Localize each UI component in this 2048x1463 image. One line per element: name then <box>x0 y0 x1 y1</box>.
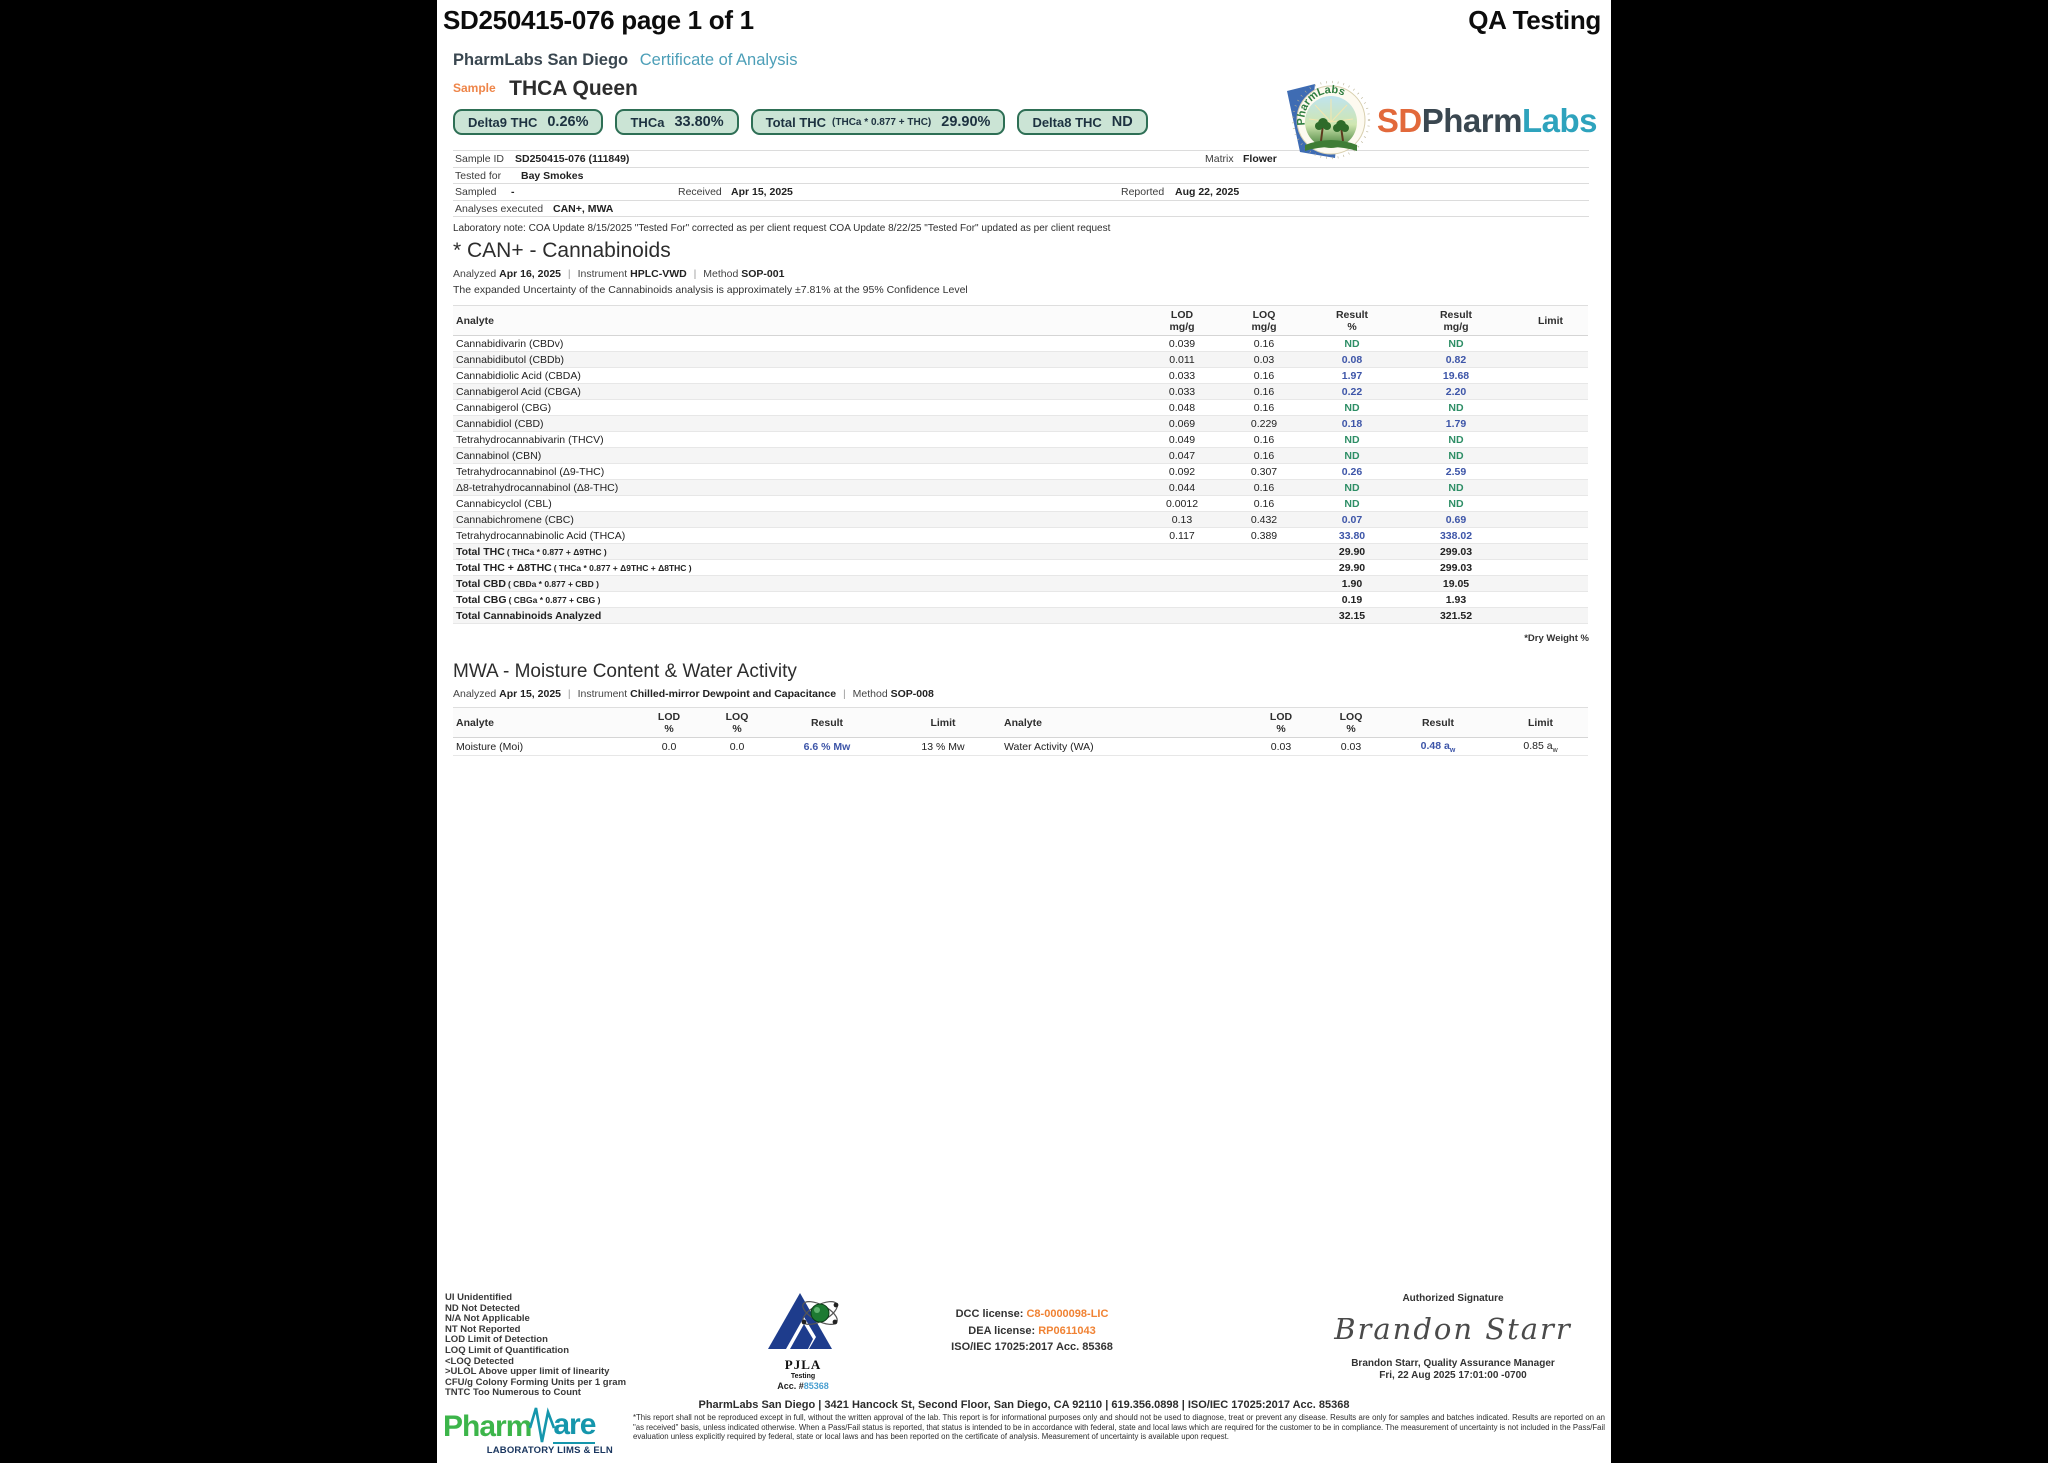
moisture-limit: 13 % Mw <box>921 740 965 753</box>
mwa-table-header <box>453 708 1588 738</box>
cannabinoid-row <box>453 416 1588 432</box>
loq-cell: 0.16 <box>1253 369 1275 382</box>
cannabinoids-table-body <box>453 336 1588 624</box>
col-analyte: Analyte <box>456 717 494 729</box>
iso-accreditation-line: ISO/IEC 17025:2017 Acc. 85368 <box>951 1341 1113 1353</box>
limit-cell <box>1513 512 1588 528</box>
analyzed-label: Analyzed <box>453 688 497 700</box>
limit-cell <box>1513 448 1588 464</box>
result-pct-cell: 29.90 <box>1338 545 1366 558</box>
lod-cell: 0.069 <box>1168 417 1196 430</box>
limit-cell <box>1513 608 1588 624</box>
lod-cell: 0.039 <box>1168 337 1196 350</box>
water-activity-lod: 0.03 <box>1270 740 1292 753</box>
result-pct-cell: ND <box>1344 337 1360 350</box>
cannabinoid-row <box>453 544 1588 560</box>
sample-name: THCA Queen <box>509 77 638 100</box>
limit-cell <box>1513 480 1588 496</box>
instrument-value: HPLC-VWD <box>630 268 687 280</box>
cannabinoids-table-header <box>453 306 1588 336</box>
coa-page <box>437 0 1611 1463</box>
result-pct-cell: 1.97 <box>1341 369 1363 382</box>
pjla-sub: Testing <box>790 1373 816 1380</box>
method-label: Method <box>852 688 888 700</box>
lod-cell: 0.0012 <box>1165 497 1199 510</box>
col-lod: LOD mg/g <box>1169 309 1195 333</box>
mwa-row <box>453 738 1588 756</box>
loq-cell: 0.389 <box>1250 529 1278 542</box>
method-label: Method <box>703 268 739 280</box>
instrument-label: Instrument <box>577 268 628 280</box>
pulse-line-icon <box>529 1404 555 1444</box>
lab-title-line <box>453 51 1589 70</box>
pharmware-tagline: LABORATORY LIMS & ELN <box>486 1445 613 1456</box>
sampled-label: Sampled <box>455 186 497 198</box>
cannabinoid-row <box>453 608 1588 624</box>
analyte-cell: Total Cannabinoids Analyzed <box>456 609 602 622</box>
mwa-table <box>453 707 1588 756</box>
info-row-dates <box>453 184 1589 201</box>
lod-cell <box>1141 608 1223 624</box>
cannabinoid-row <box>453 464 1588 480</box>
dea-license-number: RP0611043 <box>1038 1324 1096 1337</box>
info-row-sample-id <box>453 151 1589 168</box>
lod-cell <box>1141 592 1223 608</box>
badge-value: ND <box>1111 114 1133 130</box>
reported-label: Reported <box>1121 186 1165 198</box>
loq-cell: 0.16 <box>1253 433 1275 446</box>
loq-cell: 0.229 <box>1250 417 1278 430</box>
col-lod: LOD % <box>657 711 681 735</box>
lod-cell: 0.011 <box>1169 353 1195 366</box>
loq-cell: 0.16 <box>1253 385 1275 398</box>
water-activity-limit: 0.85 $a_w$ <box>1523 739 1558 754</box>
col-result: Result <box>810 717 844 729</box>
info-row-tested-for <box>453 168 1589 185</box>
document-title: SD250415-076 page 1 of 1 <box>443 5 754 35</box>
cannabinoid-row <box>453 528 1588 544</box>
limit-cell <box>1513 576 1588 592</box>
result-mgg-cell: 321.52 <box>1439 609 1473 622</box>
cannabinoid-row <box>453 480 1588 496</box>
cannabinoid-row <box>453 368 1588 384</box>
result-pct-cell: 33.80 <box>1338 529 1366 542</box>
signer-name-title: Brandon Starr, Quality Assurance Manager Fri, 22 Aug 2025 17:01:00 -0700 <box>1325 1358 1581 1382</box>
abbreviation-legend <box>445 1293 626 1399</box>
limit-cell <box>1513 544 1588 560</box>
dcc-license-number: C8-0000098-LIC <box>1026 1308 1109 1320</box>
pjla-accreditation <box>755 1291 851 1391</box>
result-mgg-cell: 2.20 <box>1445 385 1467 398</box>
col-lod-2: LOD % <box>1269 711 1293 735</box>
col-result-mgg: Result mg/g <box>1439 309 1473 333</box>
instrument-value: Chilled-mirror Dewpoint and Capacitance <box>630 688 837 700</box>
qa-testing-label: QA Testing <box>1468 5 1601 35</box>
lod-cell: 0.092 <box>1168 465 1196 478</box>
analyzed-date: Apr 16, 2025 <box>499 268 561 280</box>
cannabinoid-row <box>453 432 1588 448</box>
moisture-loq: 0.0 <box>729 740 745 753</box>
lod-cell: 0.049 <box>1168 433 1196 446</box>
limit-cell <box>1513 464 1588 480</box>
laboratory-note: Laboratory note: COA Update 8/15/2025 "Tested For" corrected as per client request COA Update 8/22/25 "Tested For" updated as per client request <box>453 223 1111 234</box>
pjla-logo-icon <box>764 1291 842 1351</box>
thc-badge <box>615 109 738 135</box>
loq-cell <box>1223 576 1305 592</box>
water-activity-analyte: Water Activity (WA) <box>1004 740 1094 753</box>
tested-for-value: Bay Smokes <box>521 169 584 182</box>
legend-line: LOD Limit of Detection <box>445 1334 548 1346</box>
analyte-cell: Cannabichromene (CBC) <box>456 513 574 526</box>
lod-cell: 0.047 <box>1168 449 1196 462</box>
sample-label: Sample <box>453 81 496 95</box>
col-limit-2: Limit <box>1527 717 1554 729</box>
col-result-2: Result <box>1421 717 1455 729</box>
mwa-section-title: MWA - Moisture Content & Water Activity <box>453 661 797 682</box>
legend-line: >ULOL Above upper limit of linearity <box>445 1366 610 1378</box>
limit-cell <box>1513 336 1588 352</box>
result-pct-cell: ND <box>1344 497 1360 510</box>
analyses-label: Analyses executed <box>455 202 544 215</box>
loq-cell: 0.432 <box>1250 513 1278 526</box>
col-analyte-2: Analyte <box>1004 717 1042 729</box>
analyzed-date: Apr 15, 2025 <box>499 688 561 700</box>
result-mgg-cell: 0.82 <box>1445 353 1467 366</box>
legend-line: NT Not Reported <box>445 1323 521 1335</box>
thc-badge <box>453 109 603 135</box>
cannabinoid-row <box>453 560 1588 576</box>
lod-cell <box>1141 576 1223 592</box>
sample-id-value: SD250415-076 (111849) <box>515 153 630 165</box>
result-pct-cell: 1.90 <box>1341 577 1363 590</box>
result-mgg-cell: 1.93 <box>1445 593 1467 606</box>
result-mgg-cell: 0.69 <box>1445 513 1467 526</box>
pharmware-are-text: are <box>553 1408 595 1444</box>
seal-arc-text: PharmLabs <box>1295 83 1347 126</box>
result-mgg-cell: ND <box>1448 481 1464 494</box>
limit-cell <box>1513 432 1588 448</box>
loq-cell: 0.16 <box>1253 497 1275 510</box>
col-loq: LOQ % <box>725 711 749 735</box>
analyzed-label: Analyzed <box>453 268 497 280</box>
cannabinoid-row <box>453 400 1588 416</box>
instrument-label: Instrument <box>577 688 628 700</box>
page-header-bar <box>437 0 1611 36</box>
legend-line: ND Not Detected <box>445 1302 520 1314</box>
method-value: SOP-001 <box>741 268 785 280</box>
report-disclaimer: *This report shall not be reproduced except in full, without the written approval of the lab. This report is for informational purposes only and should not be used to diagnose, treat or prevent any disease. Results are only for samples and batches indicated. Results are reported on an "as received" basis, unless indicated otherwise. When a Pass/Fail status is reported, that status is intended to be in accordance with federal, state and local laws which are required for the customer to be in compliance. The measurement of uncertainty is not included in the Pass/Fail evaluation unless explicitly required by federal, state or local laws and has been reported on the certificate of analysis. Measurement of uncertainty is available upon request. <box>633 1413 1605 1442</box>
analyte-cell: Cannabigerol (CBG) <box>456 401 552 414</box>
license-block <box>867 1306 1197 1356</box>
result-mgg-cell: 19.05 <box>1442 577 1470 590</box>
col-limit: Limit <box>930 717 956 729</box>
legend-line: TNTC Too Numerous to Count <box>445 1387 581 1399</box>
result-mgg-cell: ND <box>1448 497 1464 510</box>
lod-cell: 0.13 <box>1171 513 1193 526</box>
result-mgg-cell: 338.02 <box>1439 529 1473 542</box>
cannabinoid-row <box>453 336 1588 352</box>
analyte-cell: Total THC + Δ8THC ( THCa * 0.877 + Δ9THC + Δ8THC ) <box>456 561 692 574</box>
lod-cell: 0.048 <box>1168 401 1196 414</box>
signature-script: Brandon Starr <box>1334 1312 1572 1346</box>
brand-wordmark: SDPharmLabs <box>1376 102 1597 139</box>
loq-cell: 0.16 <box>1253 337 1275 350</box>
cannabinoids-analyzed-line: Analyzed Apr 16, 2025 | Instrument HPLC-VWD | Method SOP-001 <box>453 268 785 280</box>
result-mgg-cell: ND <box>1448 449 1464 462</box>
result-mgg-cell: 19.68 <box>1442 369 1470 382</box>
badge-value: 0.26% <box>547 114 589 130</box>
result-mgg-cell: ND <box>1448 433 1464 446</box>
cannabinoid-row <box>453 384 1588 400</box>
lod-cell: 0.033 <box>1168 385 1196 398</box>
loq-cell: 0.03 <box>1253 353 1275 366</box>
thc-badge <box>1017 109 1147 135</box>
limit-cell <box>1513 384 1588 400</box>
result-mgg-cell: 299.03 <box>1439 561 1473 574</box>
mwa-analyzed-line: Analyzed Apr 15, 2025 | Instrument Chilled-mirror Dewpoint and Capacitance | Method SOP-008 <box>453 688 934 700</box>
cannabinoid-row <box>453 496 1588 512</box>
analyte-cell: Cannabidiol (CBD) <box>456 417 544 430</box>
result-pct-cell: 0.08 <box>1341 353 1363 366</box>
loq-cell: 0.307 <box>1250 465 1278 478</box>
pjla-accreditation-number: Acc. #85368 <box>777 1381 829 1391</box>
loq-cell: 0.16 <box>1253 449 1275 462</box>
badge-label: THCa <box>630 114 665 130</box>
limit-cell <box>1513 400 1588 416</box>
lod-cell: 0.033 <box>1168 369 1196 382</box>
col-limit: Limit <box>1537 315 1564 327</box>
tested-for-label: Tested for <box>455 169 502 182</box>
loq-cell <box>1223 608 1305 624</box>
cannabinoid-row <box>453 448 1588 464</box>
dcc-license-line: DCC license: C8-0000098-LIC <box>955 1308 1109 1320</box>
analyses-value: CAN+, MWA <box>553 202 614 215</box>
col-loq: LOQ mg/g <box>1251 309 1277 333</box>
col-analyte: Analyte <box>456 315 494 327</box>
legend-line: CFU/g Colony Forming Units per 1 gram <box>445 1376 627 1388</box>
received-value: Apr 15, 2025 <box>731 186 793 198</box>
badge-value: 33.80% <box>674 114 724 130</box>
limit-cell <box>1513 528 1588 544</box>
result-pct-cell: 29.90 <box>1338 561 1366 574</box>
legend-line: <LOQ Detected <box>445 1355 514 1367</box>
cannabinoid-row <box>453 592 1588 608</box>
lab-address-line: PharmLabs San Diego | 3421 Hancock St, Second Floor, San Diego, CA 92110 | 619.356.0898 | ISO/IEC 17025:2017 Acc. 85368 <box>698 1399 1350 1411</box>
cannabinoids-table <box>453 305 1588 624</box>
thc-badge <box>751 109 1006 135</box>
result-mgg-cell: 299.03 <box>1439 545 1473 558</box>
result-pct-cell: 0.18 <box>1341 417 1363 430</box>
result-pct-cell: ND <box>1344 449 1360 462</box>
matrix-label: Matrix <box>1205 153 1234 165</box>
sample-info-grid <box>453 150 1589 217</box>
analyte-cell: Tetrahydrocannabinol (Δ9-THC) <box>456 465 605 478</box>
legend-line: LOQ Limit of Quantification <box>445 1344 570 1356</box>
result-pct-cell: 0.19 <box>1341 593 1363 606</box>
loq-cell: 0.16 <box>1253 401 1275 414</box>
lod-cell <box>1141 544 1223 560</box>
col-result-pct: Result % <box>1335 309 1369 333</box>
analyte-cell: Cannabidivarin (CBDv) <box>456 337 564 350</box>
authorized-signature-label: Authorized Signature <box>1402 1293 1504 1304</box>
limit-cell <box>1513 496 1588 512</box>
reported-value: Aug 22, 2025 <box>1175 186 1240 198</box>
limit-cell <box>1513 416 1588 432</box>
pharmware-logo <box>443 1404 613 1456</box>
lod-cell <box>1141 560 1223 576</box>
limit-cell <box>1513 352 1588 368</box>
cannabinoid-row <box>453 512 1588 528</box>
loq-cell: 0.16 <box>1253 481 1275 494</box>
result-pct-cell: 0.22 <box>1341 385 1363 398</box>
analyte-cell: Cannabidibutol (CBDb) <box>456 353 564 366</box>
result-pct-cell: ND <box>1344 401 1360 414</box>
result-pct-cell: 0.26 <box>1341 465 1363 478</box>
result-pct-cell: ND <box>1344 433 1360 446</box>
badge-label: Delta8 THC <box>1032 114 1102 130</box>
badge-formula: (THCa * 0.877 + THC) <box>832 116 932 128</box>
signature-datetime: Fri, 22 Aug 2025 17:01:00 -0700 <box>1379 1370 1527 1381</box>
analyte-cell: Tetrahydrocannabinolic Acid (THCA) <box>456 529 626 542</box>
water-activity-result: 0.48 $a_w$ <box>1420 739 1456 754</box>
result-mgg-cell: ND <box>1448 401 1464 414</box>
col-loq-2: LOQ % <box>1339 711 1363 735</box>
received-label: Received <box>678 186 722 198</box>
water-activity-loq: 0.03 <box>1340 740 1362 753</box>
moisture-lod: 0.0 <box>661 740 677 753</box>
analyte-cell: Cannabidiolic Acid (CBDA) <box>456 369 581 382</box>
lod-cell: 0.044 <box>1168 481 1196 494</box>
dry-weight-note: *Dry Weight % <box>1524 633 1589 644</box>
analyte-cell: Total THC ( THCa * 0.877 + Δ9THC ) <box>456 545 607 558</box>
analyte-cell: Tetrahydrocannabivarin (THCV) <box>456 433 604 446</box>
moisture-analyte: Moisture (Moi) <box>456 740 524 753</box>
result-pct-cell: 32.15 <box>1338 609 1366 622</box>
result-pct-cell: ND <box>1344 481 1360 494</box>
lod-cell: 0.117 <box>1169 529 1195 542</box>
lab-name: PharmLabs San Diego <box>453 51 629 69</box>
cannabinoid-row <box>453 352 1588 368</box>
badge-label: Total THC <box>765 114 827 130</box>
legend-line: N/A Not Applicable <box>445 1313 530 1325</box>
analyte-cell: Cannabigerol Acid (CBGA) <box>456 385 581 398</box>
sample-id-label: Sample ID <box>455 153 505 165</box>
loq-cell <box>1223 544 1305 560</box>
limit-cell <box>1513 368 1588 384</box>
result-mgg-cell: 1.79 <box>1445 417 1467 430</box>
badge-value: 29.90% <box>941 114 991 130</box>
matrix-value: Flower <box>1243 153 1277 165</box>
cannabinoid-row <box>453 576 1588 592</box>
info-row-analyses <box>453 201 1589 218</box>
loq-cell <box>1223 560 1305 576</box>
result-mgg-cell: 2.59 <box>1445 465 1467 478</box>
method-value: SOP-008 <box>890 688 934 700</box>
analyte-cell: Total CBG ( CBGa * 0.877 + CBG ) <box>456 593 601 606</box>
limit-cell <box>1513 560 1588 576</box>
analyte-cell: Cannabicyclol (CBL) <box>456 497 552 510</box>
signature-block <box>1325 1293 1581 1382</box>
analyte-cell: Δ8-tetrahydrocannabinol (Δ8-THC) <box>456 481 619 494</box>
certificate-of-analysis-label: Certificate of Analysis <box>639 51 798 69</box>
result-mgg-cell: ND <box>1448 337 1464 350</box>
pharmware-pharm-text: Pharm <box>443 1410 532 1443</box>
moisture-result: 6.6 % Mw <box>803 740 851 753</box>
legend-line: UI Unidentified <box>445 1292 513 1303</box>
badge-label: Delta9 THC <box>468 114 538 130</box>
dea-license-line: DEA license: RP0611043 <box>968 1324 1096 1337</box>
limit-cell <box>1513 592 1588 608</box>
loq-cell <box>1223 592 1305 608</box>
pjla-name: PJLA <box>784 1357 822 1372</box>
uncertainty-note: The expanded Uncertainty of the Cannabinoids analysis is approximately ±7.81% at the 95% Confidence Level <box>453 284 968 296</box>
result-pct-cell: 0.07 <box>1341 513 1363 526</box>
sampled-value: - <box>511 186 515 198</box>
analyte-cell: Cannabinol (CBN) <box>456 449 542 462</box>
analyte-cell: Total CBD ( CBDa * 0.877 + CBD ) <box>456 577 599 590</box>
cannabinoids-section-title: * CAN+ - Cannabinoids <box>453 239 671 262</box>
